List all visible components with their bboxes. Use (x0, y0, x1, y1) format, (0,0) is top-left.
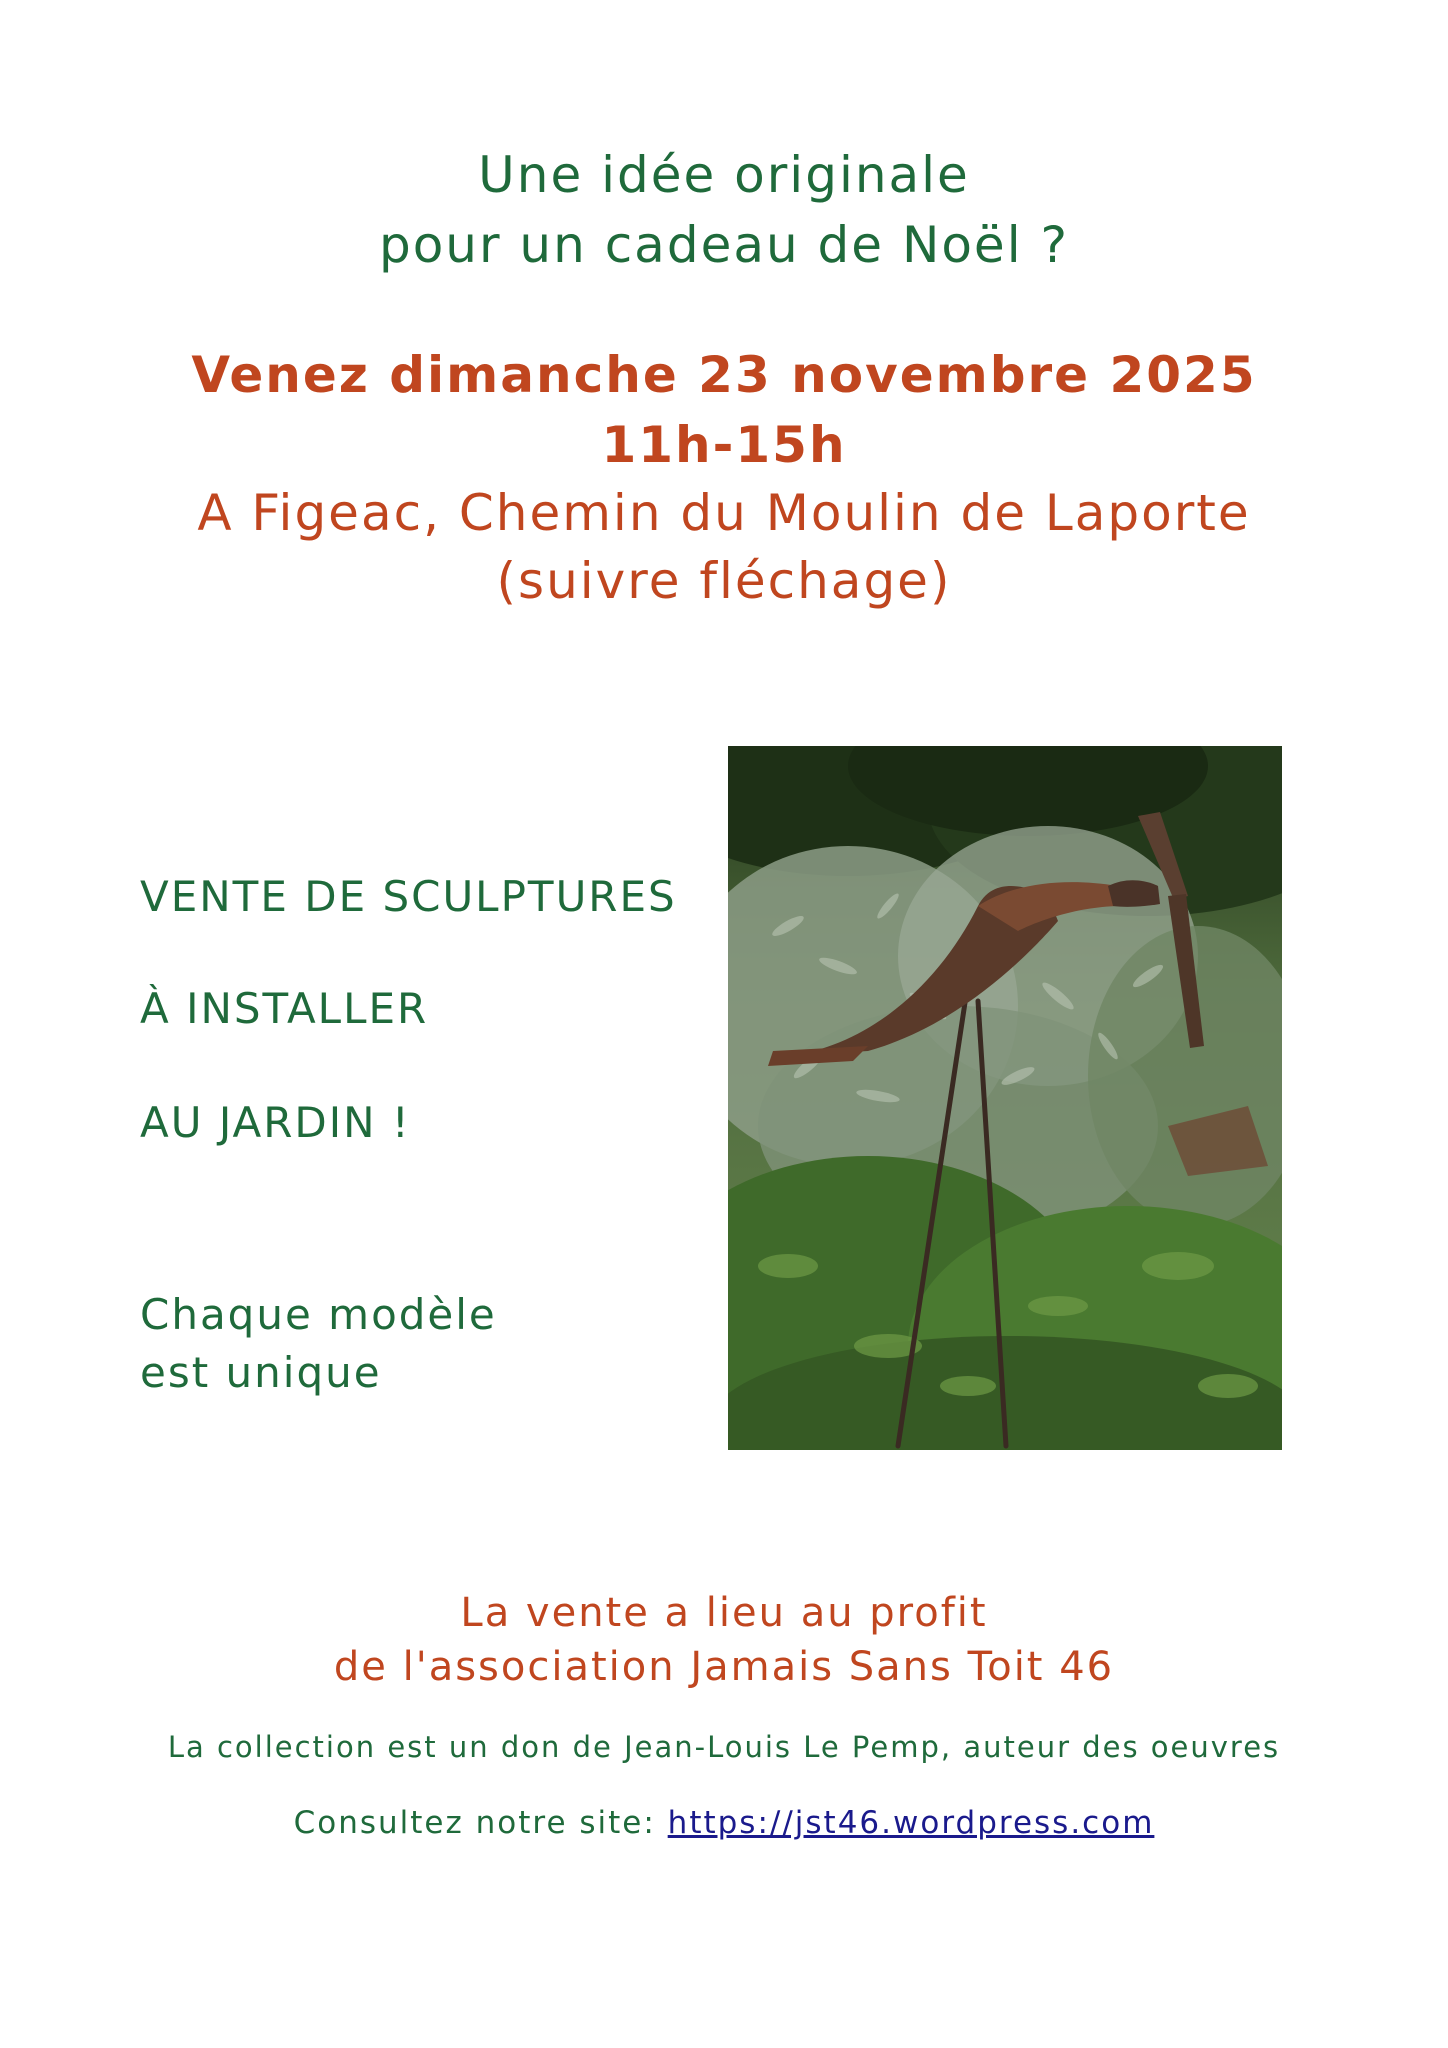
event-date: Venez dimanche 23 novembre 2025 (191, 346, 1257, 404)
benefit-line-2: de l'association Jamais Sans Toit 46 (333, 1644, 1115, 1690)
title-line-1: Une idée originale (478, 146, 970, 204)
website-link[interactable]: https://jst46.wordpress.com (667, 1805, 1155, 1841)
unique-line-2: est unique (140, 1348, 382, 1397)
donation-note: La collection est un don de Jean-Louis Le Pemp, auteur des oeuvres (167, 1730, 1281, 1764)
website-line (0, 1805, 1448, 1841)
event-directions: (suivre fléchage) (496, 552, 952, 610)
sale-line-2: À INSTALLER (140, 984, 429, 1033)
event-time: 11h-15h (601, 416, 847, 474)
event-place: A Figeac, Chemin du Moulin de Laporte (197, 484, 1251, 542)
sculpture-photo (728, 746, 1282, 1450)
sale-line-1: VENTE DE SCULPTURES (140, 872, 677, 921)
sale-line-3: AU JARDIN ! (140, 1098, 411, 1147)
title-line-2: pour un cadeau de Noël ? (378, 216, 1070, 274)
benefit-line-1: La vente a lieu au profit (460, 1590, 988, 1636)
website-label: Consultez notre site: (293, 1805, 668, 1841)
unique-line-1: Chaque modèle (140, 1290, 497, 1339)
